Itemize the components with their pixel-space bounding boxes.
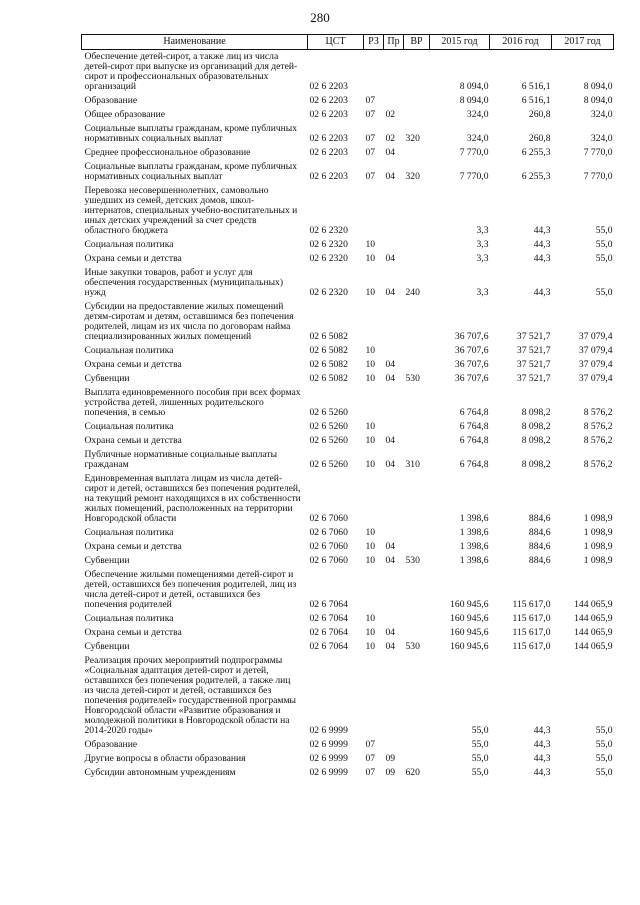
- row-value-2016: 884,6: [528, 541, 551, 552]
- row-pr-code: [384, 472, 404, 526]
- row-value-2016: 44,3: [533, 225, 551, 236]
- row-pr-code: 04: [385, 435, 396, 446]
- row-cst-code: 02 6 7060: [309, 541, 348, 552]
- row-value-2015: 7 770,0: [459, 147, 489, 158]
- row-rz-code: 10: [365, 527, 376, 538]
- row-value-2016: 115 617,0: [512, 599, 551, 610]
- table-row: [82, 472, 614, 526]
- row-value-2017: 1 098,9: [583, 541, 613, 552]
- table-row: [82, 540, 614, 554]
- row-rz-code: [364, 472, 384, 526]
- row-cst-code: 02 6 9999: [309, 739, 348, 750]
- table-row: [82, 108, 614, 122]
- row-value-2015: 55,0: [471, 725, 489, 736]
- table-row: [82, 184, 614, 238]
- row-name: Общее образование: [84, 109, 166, 120]
- budget-table: [81, 34, 614, 780]
- row-cst-code: 02 6 7064: [309, 599, 348, 610]
- row-value-2017: 144 065,9: [574, 613, 613, 624]
- row-vr-code: 620: [405, 767, 420, 778]
- row-vr-code: [404, 420, 430, 434]
- row-vr-code: [404, 568, 430, 612]
- table-row: [82, 386, 614, 420]
- row-value-2016: 6 516,1: [521, 95, 551, 106]
- table-row: [82, 146, 614, 160]
- row-value-2016: 884,6: [528, 513, 551, 524]
- row-vr-code: [404, 146, 430, 160]
- row-name: Образование: [84, 95, 138, 106]
- row-vr-code: [404, 626, 430, 640]
- row-rz-code: 07: [365, 133, 376, 144]
- row-pr-code: 04: [385, 627, 396, 638]
- row-value-2015: 6 764,8: [459, 435, 489, 446]
- page-number: 280: [310, 10, 330, 25]
- row-value-2016: 884,6: [528, 555, 551, 566]
- table-row: [82, 526, 614, 540]
- table-body: [82, 50, 614, 781]
- row-cst-code: 02 6 7064: [309, 627, 348, 638]
- row-value-2016: 44,3: [533, 239, 551, 250]
- row-rz-code: 10: [365, 421, 376, 432]
- row-name: Субвенции: [84, 555, 130, 566]
- row-rz-code: 07: [365, 753, 376, 764]
- row-value-2017: 55,0: [595, 739, 613, 750]
- row-value-2017: 8 576,2: [583, 459, 613, 470]
- row-vr-code: [404, 752, 430, 766]
- row-name: Другие вопросы в области образования: [84, 753, 246, 764]
- row-vr-code: [404, 434, 430, 448]
- row-cst-code: 02 6 9999: [309, 753, 348, 764]
- table-row: [82, 654, 614, 738]
- row-name: Охрана семьи и детства: [84, 253, 182, 264]
- row-name: Обеспечение детей-сирот, а также лиц из числа детей-сирот при выпуске из организаций для детей-сирот и профессиональных образовательных организаций: [84, 51, 298, 92]
- table-row: [82, 554, 614, 568]
- row-value-2016: 44,3: [533, 725, 551, 736]
- row-value-2017: 55,0: [595, 753, 613, 764]
- row-value-2015: 55,0: [471, 767, 489, 778]
- row-cst-code: 02 6 7060: [309, 527, 348, 538]
- row-rz-code: 10: [365, 253, 376, 264]
- row-rz-code: 07: [365, 767, 376, 778]
- row-name: Охрана семьи и детства: [84, 541, 182, 552]
- header-pr: Пр: [384, 35, 404, 50]
- row-cst-code: 02 6 2320: [309, 253, 348, 264]
- row-value-2015: 36 707,6: [454, 373, 489, 384]
- row-pr-code: [384, 526, 404, 540]
- row-vr-code: [404, 526, 430, 540]
- row-value-2015: 324,0: [466, 133, 489, 144]
- row-value-2017: 144 065,9: [574, 627, 613, 638]
- row-vr-code: 240: [405, 287, 420, 298]
- row-value-2017: 37 079,4: [578, 345, 613, 356]
- header-rz: РЗ: [364, 35, 384, 50]
- row-name: Публичные нормативные социальные выплаты гражданам: [84, 449, 278, 470]
- row-rz-code: 07: [365, 109, 376, 120]
- row-pr-code: [384, 386, 404, 420]
- row-rz-code: [364, 654, 384, 738]
- row-cst-code: 02 6 2320: [309, 225, 348, 236]
- row-value-2017: 7 770,0: [583, 171, 613, 182]
- row-value-2017: 1 098,9: [583, 527, 613, 538]
- table-row: [82, 612, 614, 626]
- row-value-2017: 55,0: [595, 767, 613, 778]
- row-rz-code: 10: [365, 345, 376, 356]
- row-pr-code: 04: [385, 171, 396, 182]
- row-rz-code: 10: [365, 239, 376, 250]
- row-name: Охрана семьи и детства: [84, 359, 182, 370]
- row-name: Реализация прочих мероприятий подпрограммы «Социальная адаптация детей-сирот и детей, оставшихся без попечения родителей, а также лиц из числа детей-сирот и детей, оставшихся без попечения родителей» государственной программы Новгородской области «Развитие образования и молодежной политики в Новгородской области на 2014-2020 годы»: [84, 655, 296, 736]
- table-row: [82, 160, 614, 184]
- row-cst-code: 02 6 9999: [309, 767, 348, 778]
- table-row: [82, 420, 614, 434]
- row-pr-code: 04: [385, 459, 396, 470]
- row-name: Единовременная выплата лицам из числа детей-сирот и детей, оставшихся без попечения родителей, на текущий ремонт находящихся в их собственности жилых помещений, расположенных на территории Новгородской области: [84, 473, 301, 524]
- row-value-2015: 3,3: [476, 225, 489, 236]
- row-pr-code: 04: [385, 359, 396, 370]
- row-vr-code: 320: [405, 171, 420, 182]
- row-rz-code: [364, 184, 384, 238]
- row-name: Среднее профессиональное образование: [84, 147, 251, 158]
- row-vr-code: 530: [405, 373, 420, 384]
- row-name: Обеспечение жилыми помещениями детей-сирот и детей, оставшихся без попечения родителей, лиц из числа детей-сирот и детей, оставшихся без попечения родителей: [84, 569, 297, 610]
- row-pr-code: 04: [385, 373, 396, 384]
- row-value-2015: 36 707,6: [454, 345, 489, 356]
- row-rz-code: 10: [365, 459, 376, 470]
- row-value-2015: 1 398,6: [459, 513, 489, 524]
- row-vr-code: 530: [405, 641, 420, 652]
- row-vr-code: [404, 50, 430, 95]
- row-value-2017: 55,0: [595, 253, 613, 264]
- row-rz-code: 10: [365, 373, 376, 384]
- table-row: [82, 50, 614, 95]
- row-rz-code: [364, 300, 384, 344]
- row-cst-code: 02 6 5082: [309, 373, 348, 384]
- row-value-2016: 260,8: [528, 109, 551, 120]
- row-rz-code: [364, 386, 384, 420]
- row-value-2015: 160 945,6: [450, 599, 489, 610]
- row-vr-code: [404, 344, 430, 358]
- row-name: Образование: [84, 739, 138, 750]
- row-value-2017: 55,0: [595, 225, 613, 236]
- row-pr-code: [384, 94, 404, 108]
- row-vr-code: [404, 386, 430, 420]
- header-name: Наименование: [82, 35, 308, 50]
- row-value-2017: 55,0: [595, 287, 613, 298]
- row-cst-code: 02 6 2320: [309, 287, 348, 298]
- row-cst-code: 02 6 9999: [309, 725, 348, 736]
- row-value-2015: 3,3: [476, 239, 489, 250]
- row-value-2016: 8 098,2: [521, 421, 551, 432]
- row-cst-code: 02 6 7060: [309, 555, 348, 566]
- row-value-2016: 884,6: [528, 527, 551, 538]
- row-rz-code: 10: [365, 435, 376, 446]
- table-row: [82, 94, 614, 108]
- row-vr-code: [404, 108, 430, 122]
- row-rz-code: 10: [365, 555, 376, 566]
- row-value-2015: 55,0: [471, 753, 489, 764]
- row-value-2017: 7 770,0: [583, 147, 613, 158]
- row-pr-code: 04: [385, 287, 396, 298]
- row-pr-code: 09: [385, 767, 396, 778]
- row-value-2015: 6 764,8: [459, 407, 489, 418]
- row-value-2016: 8 098,2: [521, 459, 551, 470]
- row-value-2015: 3,3: [476, 253, 489, 264]
- row-value-2016: 6 255,3: [521, 171, 551, 182]
- row-value-2017: 8 094,0: [583, 81, 613, 92]
- row-vr-code: [404, 472, 430, 526]
- row-value-2017: 8 576,2: [583, 435, 613, 446]
- row-cst-code: 02 6 2203: [309, 95, 348, 106]
- row-pr-code: [384, 50, 404, 95]
- table-row: [82, 252, 614, 266]
- table-header-row: [82, 35, 614, 50]
- row-cst-code: 02 6 5082: [309, 359, 348, 370]
- row-value-2016: 37 521,7: [516, 373, 551, 384]
- row-value-2017: 8 576,2: [583, 407, 613, 418]
- row-value-2015: 160 945,6: [450, 641, 489, 652]
- row-value-2015: 324,0: [466, 109, 489, 120]
- row-vr-code: [404, 540, 430, 554]
- row-cst-code: 02 6 2203: [309, 171, 348, 182]
- row-cst-code: 02 6 5082: [309, 345, 348, 356]
- row-vr-code: [404, 184, 430, 238]
- table-row: [82, 568, 614, 612]
- row-pr-code: 04: [385, 541, 396, 552]
- row-rz-code: 07: [365, 147, 376, 158]
- row-name: Субсидии на предоставление жилых помещений детям-сиротам и детям, оставшимся без попечения родителей, лицам из их числа по договорам найма специализированных жилых помещений: [84, 301, 294, 342]
- row-value-2016: 37 521,7: [516, 331, 551, 342]
- row-value-2015: 160 945,6: [450, 627, 489, 638]
- row-value-2015: 1 398,6: [459, 555, 489, 566]
- row-value-2016: 44,3: [533, 287, 551, 298]
- row-name: Социальная политика: [84, 345, 174, 356]
- row-vr-code: [404, 738, 430, 752]
- row-cst-code: 02 6 5260: [309, 435, 348, 446]
- row-value-2017: 37 079,4: [578, 359, 613, 370]
- row-value-2016: 115 617,0: [512, 641, 551, 652]
- row-value-2016: 6 516,1: [521, 81, 551, 92]
- row-name: Охрана семьи и детства: [84, 627, 182, 638]
- row-value-2015: 160 945,6: [450, 613, 489, 624]
- row-value-2015: 1 398,6: [459, 541, 489, 552]
- row-vr-code: 530: [405, 555, 420, 566]
- row-vr-code: [404, 654, 430, 738]
- header-2017: 2017 год: [552, 35, 614, 50]
- row-pr-code: 04: [385, 555, 396, 566]
- row-name: Социальные выплаты гражданам, кроме публичных нормативных социальных выплат: [84, 161, 298, 182]
- row-name: Социальная политика: [84, 613, 174, 624]
- row-pr-code: [384, 344, 404, 358]
- row-pr-code: [384, 420, 404, 434]
- row-rz-code: 10: [365, 359, 376, 370]
- row-value-2017: 324,0: [590, 133, 613, 144]
- row-value-2017: 144 065,9: [574, 641, 613, 652]
- row-rz-code: 10: [365, 627, 376, 638]
- row-cst-code: 02 6 2203: [309, 133, 348, 144]
- row-pr-code: [384, 300, 404, 344]
- row-vr-code: [404, 358, 430, 372]
- table-row: [82, 766, 614, 780]
- row-name: Субсидии автономным учреждениям: [84, 767, 236, 778]
- row-pr-code: 04: [385, 147, 396, 158]
- row-value-2016: 44,3: [533, 739, 551, 750]
- row-rz-code: 10: [365, 613, 376, 624]
- row-value-2017: 144 065,9: [574, 599, 613, 610]
- row-pr-code: 09: [385, 753, 396, 764]
- row-cst-code: 02 6 7060: [309, 513, 348, 524]
- row-value-2016: 115 617,0: [512, 627, 551, 638]
- row-value-2017: 55,0: [595, 239, 613, 250]
- row-value-2017: 1 098,9: [583, 555, 613, 566]
- row-vr-code: [404, 612, 430, 626]
- row-name: Социальная политика: [84, 421, 174, 432]
- row-pr-code: [384, 654, 404, 738]
- table-row: [82, 434, 614, 448]
- row-rz-code: 07: [365, 171, 376, 182]
- row-vr-code: 320: [405, 133, 420, 144]
- row-pr-code: 04: [385, 641, 396, 652]
- row-value-2017: 37 079,4: [578, 373, 613, 384]
- row-rz-code: 10: [365, 541, 376, 552]
- row-value-2016: 115 617,0: [512, 613, 551, 624]
- row-vr-code: [404, 94, 430, 108]
- row-value-2016: 8 098,2: [521, 435, 551, 446]
- row-pr-code: [384, 238, 404, 252]
- row-rz-code: 07: [365, 95, 376, 106]
- row-rz-code: [364, 50, 384, 95]
- table-row: [82, 640, 614, 654]
- row-name: Социальная политика: [84, 527, 174, 538]
- row-rz-code: 10: [365, 287, 376, 298]
- row-value-2017: 1 098,9: [583, 513, 613, 524]
- row-cst-code: 02 6 2203: [309, 81, 348, 92]
- row-value-2015: 8 094,0: [459, 81, 489, 92]
- row-pr-code: [384, 568, 404, 612]
- row-value-2017: 8 094,0: [583, 95, 613, 106]
- table-row: [82, 300, 614, 344]
- table-row: [82, 752, 614, 766]
- row-pr-code: 02: [385, 109, 396, 120]
- row-vr-code: [404, 252, 430, 266]
- row-rz-code: 10: [365, 641, 376, 652]
- row-value-2016: 44,3: [533, 767, 551, 778]
- row-vr-code: [404, 300, 430, 344]
- row-value-2017: 55,0: [595, 725, 613, 736]
- table-row: [82, 266, 614, 300]
- row-rz-code: 07: [365, 739, 376, 750]
- row-rz-code: [364, 568, 384, 612]
- row-pr-code: 04: [385, 253, 396, 264]
- row-cst-code: 02 6 7064: [309, 613, 348, 624]
- row-pr-code: [384, 738, 404, 752]
- table-row: [82, 238, 614, 252]
- row-cst-code: 02 6 2203: [309, 147, 348, 158]
- row-name: Иные закупки товаров, работ и услуг для обеспечения государственных (муниципальных) нужд: [84, 267, 284, 298]
- row-name: Выплата единовременного пособия при всех формах устройства детей, лишенных родительского попечения, в семью: [84, 387, 301, 418]
- row-value-2017: 37 079,4: [578, 331, 613, 342]
- row-pr-code: [384, 184, 404, 238]
- header-2016: 2016 год: [490, 35, 552, 50]
- row-value-2015: 6 764,8: [459, 459, 489, 470]
- row-cst-code: 02 6 7064: [309, 641, 348, 652]
- row-name: Социальные выплаты гражданам, кроме публичных нормативных социальных выплат: [84, 123, 298, 144]
- row-cst-code: 02 6 2320: [309, 239, 348, 250]
- row-value-2015: 55,0: [471, 739, 489, 750]
- header-cst: ЦСТ: [308, 35, 364, 50]
- table-row: [82, 626, 614, 640]
- row-vr-code: [404, 238, 430, 252]
- table-row: [82, 358, 614, 372]
- table-row: [82, 372, 614, 386]
- row-value-2015: 36 707,6: [454, 359, 489, 370]
- row-value-2016: 37 521,7: [516, 345, 551, 356]
- header-2015: 2015 год: [430, 35, 490, 50]
- row-name: Охрана семьи и детства: [84, 435, 182, 446]
- table-row: [82, 122, 614, 146]
- row-value-2016: 37 521,7: [516, 359, 551, 370]
- row-value-2015: 1 398,6: [459, 527, 489, 538]
- row-pr-code: [384, 612, 404, 626]
- table-row: [82, 448, 614, 472]
- row-value-2017: 324,0: [590, 109, 613, 120]
- row-value-2015: 3,3: [476, 287, 489, 298]
- row-value-2017: 8 576,2: [583, 421, 613, 432]
- row-cst-code: 02 6 2203: [309, 109, 348, 120]
- table-row: [82, 344, 614, 358]
- row-name: Социальная политика: [84, 239, 174, 250]
- row-name: Перевозка несовершеннолетних, самовольно ушедших из семей, детских домов, школ-интернатов, специальных учебно-воспитательных и иных детских учреждений за счет средств областного бюджета: [84, 185, 298, 236]
- row-pr-code: 02: [385, 133, 396, 144]
- row-value-2015: 6 764,8: [459, 421, 489, 432]
- row-value-2016: 8 098,2: [521, 407, 551, 418]
- row-value-2015: 8 094,0: [459, 95, 489, 106]
- row-cst-code: 02 6 5260: [309, 459, 348, 470]
- row-name: Субвенции: [84, 373, 130, 384]
- row-value-2016: 260,8: [528, 133, 551, 144]
- row-cst-code: 02 6 5260: [309, 421, 348, 432]
- row-value-2016: 44,3: [533, 253, 551, 264]
- row-value-2016: 44,3: [533, 753, 551, 764]
- row-value-2015: 36 707,6: [454, 331, 489, 342]
- row-cst-code: 02 6 5260: [309, 407, 348, 418]
- row-value-2015: 7 770,0: [459, 171, 489, 182]
- row-vr-code: 310: [405, 459, 420, 470]
- row-cst-code: 02 6 5082: [309, 331, 348, 342]
- table-row: [82, 738, 614, 752]
- row-value-2016: 6 255,3: [521, 147, 551, 158]
- header-vr: ВР: [404, 35, 430, 50]
- row-name: Субвенции: [84, 641, 130, 652]
